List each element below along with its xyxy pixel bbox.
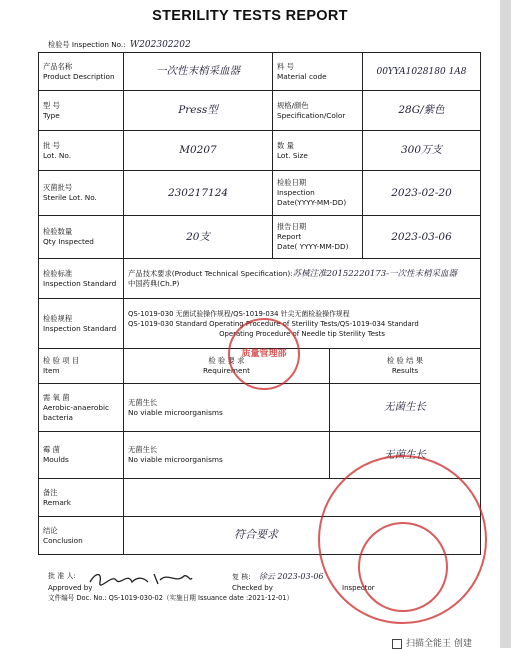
label-aerobic: 需 氧 菌 Aerobic-anaerobic bacteria <box>39 384 124 432</box>
header-item: 检 验 项 目 Item <box>39 349 124 384</box>
row-aerobic <box>39 384 481 432</box>
value-conclusion: 符合要求 <box>124 517 481 555</box>
label-material-code: 料 号 Material code <box>273 53 363 91</box>
row-type <box>39 91 481 131</box>
value-lot-size: 300万支 <box>363 131 481 171</box>
value-inspection-standard: 产品技术要求(Product Technical Specification):苏械注准20152220173-一次性末梢采血器 中国药典(Ch.P) <box>124 259 481 299</box>
inspector-label: Inspector <box>342 584 375 592</box>
value-report-date: 2023-03-06 <box>363 216 481 259</box>
row-qty <box>39 216 481 259</box>
result-moulds: 无菌生长 <box>330 432 481 479</box>
row-lot <box>39 131 481 171</box>
value-product-description: 一次性末梢采血器 <box>124 53 273 91</box>
document-number: 文件编号 Doc. No.: QS-1019-030-02（实施日期 Issuance date :2021-12-01） <box>48 594 294 602</box>
result-aerobic: 无菌生长 <box>330 384 481 432</box>
value-lot-no: M0207 <box>124 131 273 171</box>
checked-by: 复 核: 徐云 2023-03-06 <box>232 572 324 581</box>
value-spec-color: 28G/紫色 <box>363 91 481 131</box>
label-conclusion: 结论 Conclusion <box>39 517 124 555</box>
label-inspection-procedure: 检验规程 Inspection Standard <box>39 299 124 349</box>
value-type: Press型 <box>124 91 273 131</box>
qr-code-icon <box>392 639 402 649</box>
header-results: 检 验 结 果 Results <box>330 349 481 384</box>
report-title: STERILITY TESTS REPORT <box>152 8 348 24</box>
label-moulds: 霉 菌 Moulds <box>39 432 124 479</box>
label-lot-size: 数 量 Lot. Size <box>273 131 363 171</box>
requirement-aerobic: 无菌生长 No viable microorganisms <box>124 384 330 432</box>
inspection-number <box>48 40 191 50</box>
value-material-code: 00YYA1028180 1A8 <box>363 53 481 91</box>
row-sterile-lot <box>39 171 481 216</box>
approved-by-en: Approved by <box>48 584 93 592</box>
label-sterile-lot: 灭菌批号 Sterile Lot. No. <box>39 171 124 216</box>
label-type: 型 号 Type <box>39 91 124 131</box>
requirement-moulds: 无菌生长 No viable microorganisms <box>124 432 330 479</box>
row-standard <box>39 259 481 299</box>
value-inspection-procedure: QS-1019-030 无菌试验操作规程/QS-1019-034 针尖无菌检验操作规程 QS-1019-030 Standard Operating Procedure of Sterility Tests/QS-1019-034 Standard Operating Procedure of Needle tip Sterility Tests <box>124 299 481 349</box>
inspection-number-label: 检验号 Inspection No.: <box>48 40 126 49</box>
value-inspection-date: 2023-02-20 <box>363 171 481 216</box>
scanner-watermark: 扫描全能王 创建 <box>392 636 472 649</box>
inspection-number-value: W202302202 <box>129 40 191 50</box>
checked-by-en: Checked by <box>232 584 273 592</box>
label-report-date: 报告日期 Report Date( YYYY-MM-DD) <box>273 216 363 259</box>
label-qty-inspected: 检验数量 Qty Inspected <box>39 216 124 259</box>
label-lot-no: 批 号 Lot. No. <box>39 131 124 171</box>
label-spec-color: 规格/颜色 Specification/Color <box>273 91 363 131</box>
label-remark: 备注 Remark <box>39 479 124 517</box>
inspection-seal <box>358 522 448 612</box>
quality-dept-stamp: 质量管理部 <box>228 318 300 390</box>
label-inspection-standard: 检验标准 Inspection Standard <box>39 259 124 299</box>
value-qty-inspected: 20支 <box>124 216 273 259</box>
label-inspection-date: 检验日期 Inspection Date(YYYY-MM-DD) <box>273 171 363 216</box>
approver-signature <box>88 570 193 588</box>
value-sterile-lot: 230217124 <box>124 171 273 216</box>
header-requirement: 检 验 要 求 Requirement <box>124 349 330 384</box>
page-edge <box>500 0 511 648</box>
approved-by: 批 准 人: <box>48 572 76 580</box>
label-product-description: 产品名称 Product Description <box>39 53 124 91</box>
row-product <box>39 53 481 91</box>
